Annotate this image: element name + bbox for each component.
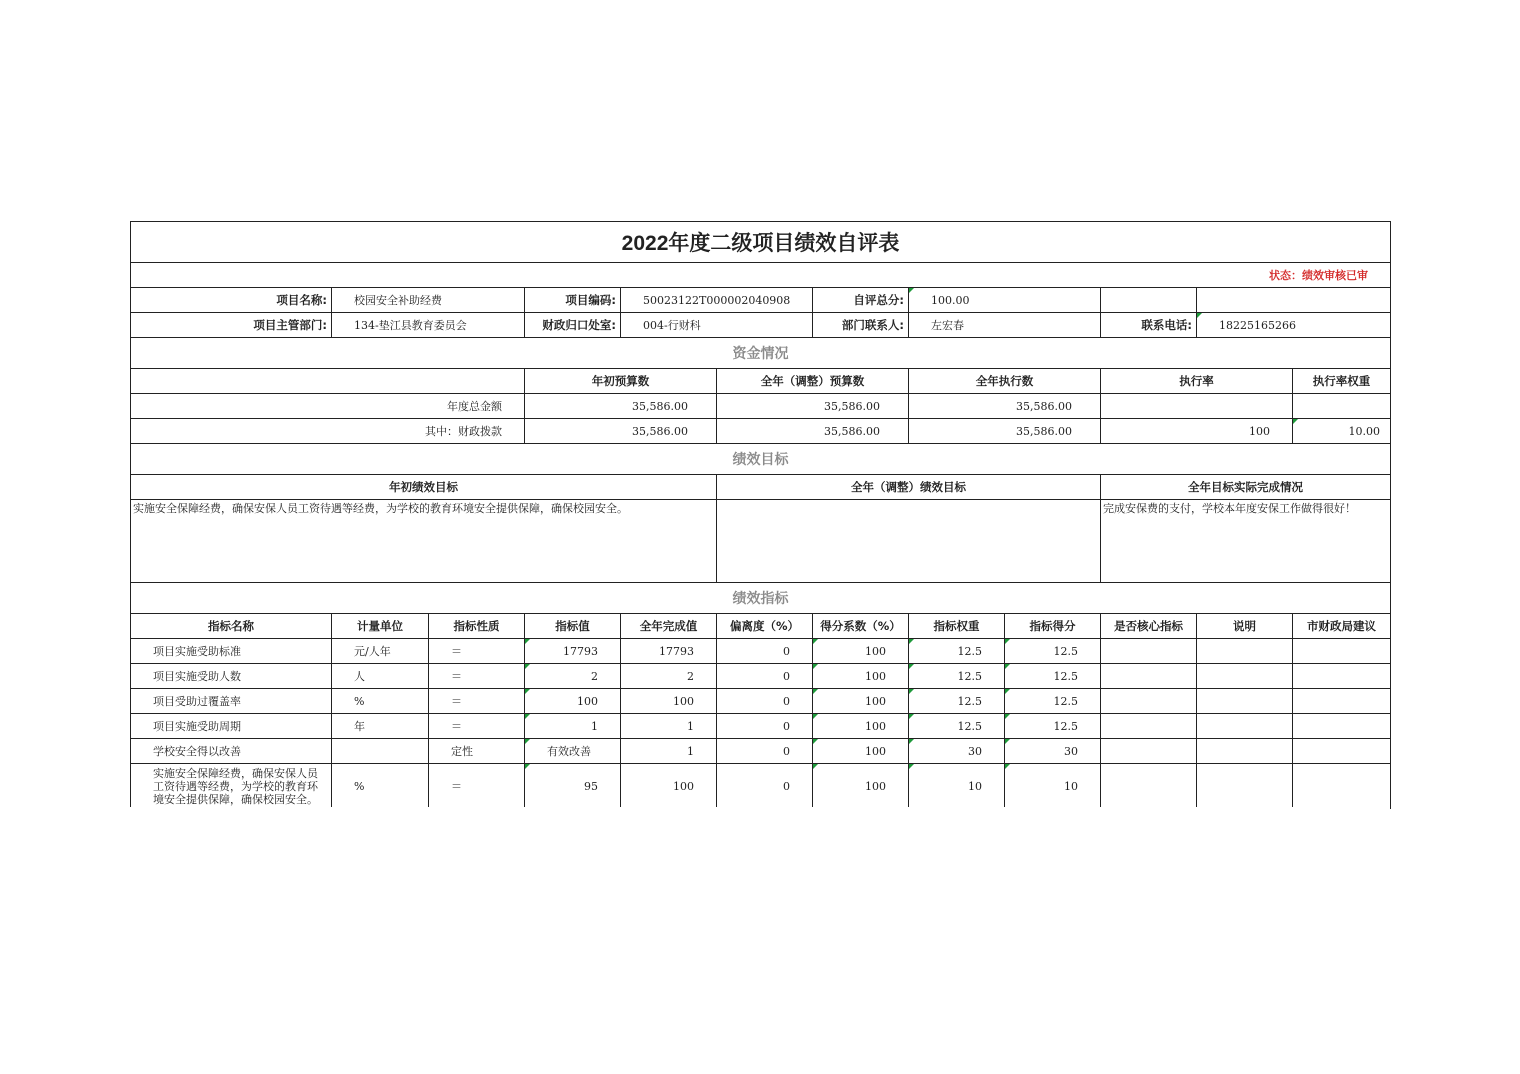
ind-suggestion [1293, 764, 1391, 809]
ind-core [1101, 714, 1197, 739]
goal-actual-text: 完成安保费的支付，学校本年度安保工作做得很好！ [1101, 500, 1391, 583]
ind-header-completed: 全年完成值 [621, 614, 717, 639]
ind-weight: 12.5 [909, 664, 1005, 689]
ind-deviation: 0 [717, 664, 813, 689]
funds-rate: 100 [1101, 419, 1293, 444]
ind-coef: 100 [813, 714, 909, 739]
ind-weight: 12.5 [909, 689, 1005, 714]
ind-nature: ＝ [429, 689, 525, 714]
ind-target: 有效改善 [525, 739, 621, 764]
ind-header-score: 指标得分 [1005, 614, 1101, 639]
ind-weight: 30 [909, 739, 1005, 764]
ind-nature: ＝ [429, 764, 525, 809]
ind-nature: ＝ [429, 664, 525, 689]
dept-value: 134-垫江县教育委员会 [332, 313, 525, 338]
status-badge: 状态：绩效审核已审 [131, 263, 1391, 288]
ind-target: 2 [525, 664, 621, 689]
ind-core [1101, 764, 1197, 809]
ind-header-suggestion: 市财政局建议 [1293, 614, 1391, 639]
ind-coef: 100 [813, 764, 909, 809]
ind-suggestion [1293, 739, 1391, 764]
funds-row-fiscal [131, 419, 1391, 444]
project-name-label: 项目名称: [131, 288, 332, 313]
ind-coef: 100 [813, 739, 909, 764]
ind-header-core: 是否核心指标 [1101, 614, 1197, 639]
funds-weight [1293, 394, 1391, 419]
ind-suggestion [1293, 664, 1391, 689]
ind-unit: 人 [332, 664, 429, 689]
funds-initial: 35,586.00 [525, 419, 717, 444]
ind-nature: ＝ [429, 639, 525, 664]
goals-header-initial: 年初绩效目标 [131, 475, 717, 500]
contact-label: 部门联系人: [813, 313, 909, 338]
self-score-label: 自评总分: [813, 288, 909, 313]
ind-unit: % [332, 689, 429, 714]
goals-header-adjusted: 全年（调整）绩效目标 [717, 475, 1101, 500]
ind-header-target: 指标值 [525, 614, 621, 639]
ind-header-deviation: 偏离度（%） [717, 614, 813, 639]
ind-name: 学校安全得以改善 [131, 739, 332, 764]
ind-completed: 2 [621, 664, 717, 689]
ind-score: 12.5 [1005, 664, 1101, 689]
ind-unit: 年 [332, 714, 429, 739]
empty-cell [1101, 288, 1197, 313]
ind-weight: 12.5 [909, 714, 1005, 739]
ind-suggestion [1293, 639, 1391, 664]
phone-value: 18225165266 [1197, 313, 1391, 338]
ind-core [1101, 739, 1197, 764]
ind-deviation: 0 [717, 639, 813, 664]
info-row-2 [131, 313, 1391, 338]
ind-deviation: 0 [717, 739, 813, 764]
funds-adjusted: 35,586.00 [717, 394, 909, 419]
ind-name: 项目实施受助人数 [131, 664, 332, 689]
project-name-value: 校园安全补助经费 [332, 288, 525, 313]
funds-initial: 35,586.00 [525, 394, 717, 419]
indicators-section-title: 绩效指标 [131, 583, 1391, 614]
table-row [131, 689, 1391, 714]
ind-weight: 10 [909, 764, 1005, 809]
finance-office-label: 财政归口处室: [525, 313, 621, 338]
ind-score: 12.5 [1005, 714, 1101, 739]
table-row [131, 664, 1391, 689]
ind-name: 项目实施受助周期 [131, 714, 332, 739]
goal-initial-text: 实施安全保障经费，确保安保人员工资待遇等经费，为学校的教育环境安全提供保障，确保校园安全。 [131, 500, 717, 583]
ind-completed: 1 [621, 739, 717, 764]
funds-section-title: 资金情况 [131, 338, 1391, 369]
ind-coef: 100 [813, 639, 909, 664]
ind-completed: 100 [621, 689, 717, 714]
funds-header-adjusted: 全年（调整）预算数 [717, 369, 909, 394]
project-code-label: 项目编码: [525, 288, 621, 313]
empty-cell [1197, 288, 1391, 313]
empty-cell [131, 369, 525, 394]
ind-note [1197, 764, 1293, 809]
goals-section-title: 绩效目标 [131, 444, 1391, 475]
ind-deviation: 0 [717, 689, 813, 714]
ind-target: 100 [525, 689, 621, 714]
funds-header-rate: 执行率 [1101, 369, 1293, 394]
goals-content-row [131, 500, 1391, 583]
goals-header-row [131, 475, 1391, 500]
funds-header-initial: 年初预算数 [525, 369, 717, 394]
ind-deviation: 0 [717, 714, 813, 739]
ind-target: 17793 [525, 639, 621, 664]
dept-label: 项目主管部门: [131, 313, 332, 338]
ind-completed: 1 [621, 714, 717, 739]
ind-header-weight: 指标权重 [909, 614, 1005, 639]
ind-core [1101, 689, 1197, 714]
page-cut [130, 807, 1390, 817]
ind-header-unit: 计量单位 [332, 614, 429, 639]
table-row [131, 739, 1391, 764]
funds-executed: 35,586.00 [909, 419, 1101, 444]
evaluation-table [130, 221, 1391, 809]
ind-suggestion [1293, 714, 1391, 739]
funds-header-executed: 全年执行数 [909, 369, 1101, 394]
ind-header-coef: 得分系数（%） [813, 614, 909, 639]
ind-completed: 100 [621, 764, 717, 809]
ind-completed: 17793 [621, 639, 717, 664]
goals-header-actual: 全年目标实际完成情况 [1101, 475, 1391, 500]
funds-row-label: 年度总金额 [131, 394, 525, 419]
funds-row-total [131, 394, 1391, 419]
ind-unit: 元/人年 [332, 639, 429, 664]
page-title: 2022年度二级项目绩效自评表 [131, 222, 1391, 263]
ind-unit [332, 739, 429, 764]
funds-header-row [131, 369, 1391, 394]
info-row-1 [131, 288, 1391, 313]
funds-row-label: 其中：财政拨款 [131, 419, 525, 444]
ind-note [1197, 664, 1293, 689]
ind-deviation: 0 [717, 764, 813, 809]
ind-score: 10 [1005, 764, 1101, 809]
funds-rate [1101, 394, 1293, 419]
funds-executed: 35,586.00 [909, 394, 1101, 419]
ind-header-name: 指标名称 [131, 614, 332, 639]
ind-coef: 100 [813, 664, 909, 689]
funds-adjusted: 35,586.00 [717, 419, 909, 444]
ind-nature: 定性 [429, 739, 525, 764]
ind-header-nature: 指标性质 [429, 614, 525, 639]
ind-note [1197, 639, 1293, 664]
table-row [131, 639, 1391, 664]
ind-nature: ＝ [429, 714, 525, 739]
ind-core [1101, 639, 1197, 664]
ind-coef: 100 [813, 689, 909, 714]
ind-note [1197, 689, 1293, 714]
ind-weight: 12.5 [909, 639, 1005, 664]
ind-name: 实施安全保障经费，确保安保人员工资待遇等经费，为学校的教育环境安全提供保障，确保校园安全。 [131, 764, 332, 809]
ind-unit: % [332, 764, 429, 809]
ind-score: 12.5 [1005, 639, 1101, 664]
ind-note [1197, 714, 1293, 739]
goal-adjusted-text [717, 500, 1101, 583]
table-row [131, 764, 1391, 809]
project-code-value: 50023122T000002040908 [621, 288, 813, 313]
ind-suggestion [1293, 689, 1391, 714]
table-row [131, 714, 1391, 739]
funds-header-weight: 执行率权重 [1293, 369, 1391, 394]
ind-core [1101, 664, 1197, 689]
indicators-header-row [131, 614, 1391, 639]
self-score-value: 100.00 [909, 288, 1101, 313]
funds-weight: 10.00 [1293, 419, 1391, 444]
ind-note [1197, 739, 1293, 764]
ind-name: 项目受助过覆盖率 [131, 689, 332, 714]
ind-header-note: 说明 [1197, 614, 1293, 639]
ind-score: 30 [1005, 739, 1101, 764]
contact-value: 左宏春 [909, 313, 1101, 338]
ind-score: 12.5 [1005, 689, 1101, 714]
ind-target: 1 [525, 714, 621, 739]
finance-office-value: 004-行财科 [621, 313, 813, 338]
evaluation-sheet [130, 221, 1390, 809]
ind-target: 95 [525, 764, 621, 809]
phone-label: 联系电话: [1101, 313, 1197, 338]
ind-name: 项目实施受助标准 [131, 639, 332, 664]
